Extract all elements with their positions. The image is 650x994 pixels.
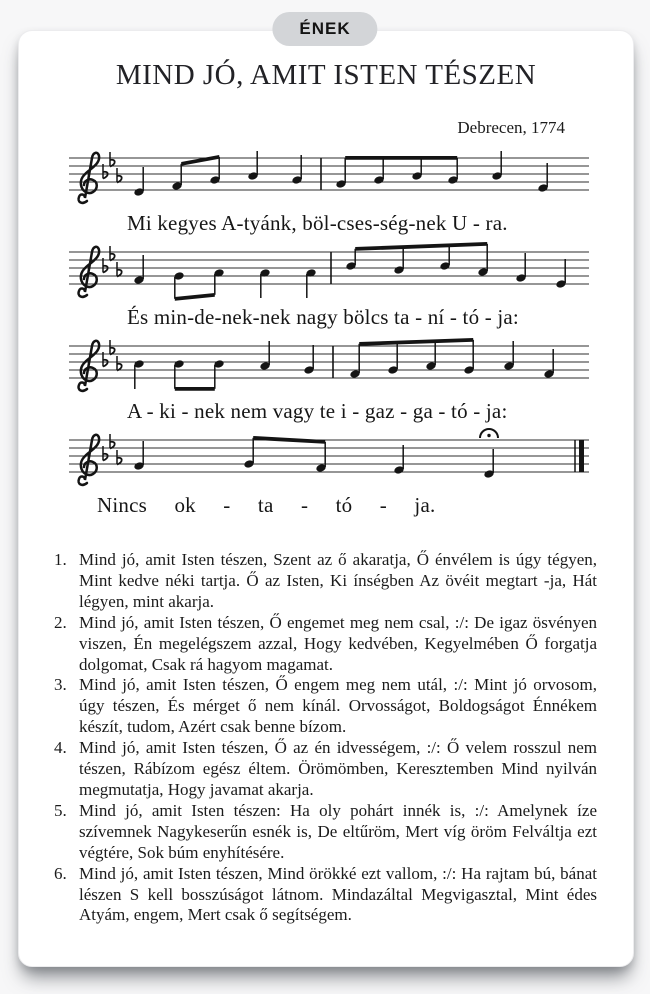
note [173, 271, 184, 299]
verse-number: 5. [54, 800, 67, 820]
verse-text: Mind jó, amit Isten tészen, Ő engem meg nem utál, :/: Mint jó orvosom, úgy tészen, És mérget ő nem kínál. Orvosságot, Boldogságot Énnékem készít, tudom, Azért csak benne bízom. [79, 675, 597, 737]
source-attribution: Debrecen, 1774 [457, 118, 565, 137]
score [19, 146, 633, 522]
note [291, 155, 302, 185]
note [243, 438, 254, 469]
flat-sign-icon [110, 246, 115, 261]
note [463, 340, 474, 375]
staff-system [69, 240, 633, 334]
note [213, 268, 224, 295]
music-staff-svg [69, 146, 589, 214]
verse-text: Mind jó, amit Isten tészen, Ő engemet meg nem csal, :/: De igaz ösvényen viszen, Én megelégszem azzal, Hogy kedvében, Kegyelmében Ő forgatja dolgomat, Csak rá hagyom magamat. [79, 612, 597, 674]
verse-text: Mind jó, amit Isten tészen, Ő az én idvességem, :/: Ő velem rosszul nem tészen, Rábízom egész éltem. Örömömben, Keresztemben Mind nyilván megmutatja, Hogy javamat akarja. [79, 738, 597, 799]
verse-list [19, 550, 633, 926]
staff-system [69, 146, 633, 240]
beam [359, 338, 473, 346]
treble-clef-icon [79, 341, 100, 391]
note [373, 158, 384, 185]
fermata-icon [480, 429, 498, 438]
page-card [18, 30, 634, 967]
verse-item [54, 864, 597, 927]
lyric-line: Nincs ok - ta - tó - ja. [97, 493, 436, 517]
staff-system [69, 334, 633, 428]
verse-number: 1. [54, 550, 67, 569]
song-title: MIND JÓ, AMIT ISTEN TÉSZEN [115, 59, 537, 91]
note [555, 259, 566, 289]
verse-item [54, 738, 597, 801]
note [173, 359, 184, 389]
note [349, 344, 360, 379]
note [411, 158, 422, 181]
note [303, 345, 314, 375]
final-barline-thick [579, 440, 584, 472]
flat-sign-icon [110, 434, 115, 449]
verse-number: 3. [54, 675, 67, 695]
beam [181, 155, 219, 166]
beam [175, 387, 215, 391]
beam [355, 242, 487, 251]
staff-system [69, 428, 633, 522]
verse-item [54, 613, 597, 676]
flat-sign-icon [117, 356, 122, 371]
verse-item [54, 801, 597, 864]
note [315, 442, 326, 473]
music-staff-svg [69, 428, 589, 496]
note [393, 247, 404, 275]
verse-text: Mind jó, amit Isten tészen, Mind örökké ezt vallom, :/: Ha rajtam bú, bánat lészen S kell bosszúságot látnom. Mindazáltal Megvigasztal, Mint édes Atyám, engem, Mert csak ő segítségem. [79, 863, 597, 925]
note [387, 342, 398, 374]
note [171, 164, 182, 191]
treble-clef-icon [79, 153, 100, 203]
verse-item [54, 550, 597, 613]
flat-sign-icon [117, 450, 122, 465]
beam [175, 293, 215, 301]
treble-clef-icon [79, 435, 100, 485]
note [537, 163, 548, 193]
note [335, 158, 346, 189]
note [213, 359, 224, 389]
note [393, 445, 404, 475]
note [480, 429, 498, 479]
verse-item [54, 675, 597, 738]
music-staff-svg [69, 334, 589, 402]
music-staff-svg [69, 240, 589, 308]
treble-clef-icon [79, 247, 100, 297]
note [447, 158, 458, 185]
lyric-line: A - ki - nek nem vagy te i - gaz - ga - tó - ja: [127, 399, 508, 423]
flat-sign-icon [110, 340, 115, 355]
beam [345, 156, 457, 160]
beam [253, 436, 325, 444]
verse-number: 4. [54, 738, 67, 758]
flat-sign-icon [117, 262, 122, 277]
verse-number: 2. [54, 612, 67, 632]
flat-sign-icon [110, 152, 115, 167]
note [133, 359, 144, 389]
song-category-badge: ÉNEK [272, 12, 377, 46]
lyric-line: És min-de-nek-nek nagy bölcs ta - ní - tó - ja: [127, 305, 519, 329]
note [259, 268, 270, 298]
lyric-line: Mi kegyes A-tyánk, böl-cses-ség-nek U - ra. [127, 211, 508, 235]
note [305, 268, 316, 298]
note [209, 157, 220, 185]
verse-number: 6. [54, 863, 67, 883]
verse-text: Mind jó, amit Isten tészen, Szent az ő akaratja, Ő énvélem is úgy tégyen, Mint kedve néki tartja. Ő az Isten, Ki ínségben Az övéit megtart -ja, Hát légyen, mint akarja. [79, 550, 597, 611]
note [439, 245, 450, 270]
verse-text: Mind jó, amit Isten tészen: Ha oly pohárt innék is, :/: Amelynek íze szívemnek Nagykeserűn esnék is, De eltűröm, Mert víg öröm Felváltja ezt végtére, Sok búm enyhítésére. [79, 800, 597, 862]
flat-sign-icon [117, 168, 122, 183]
